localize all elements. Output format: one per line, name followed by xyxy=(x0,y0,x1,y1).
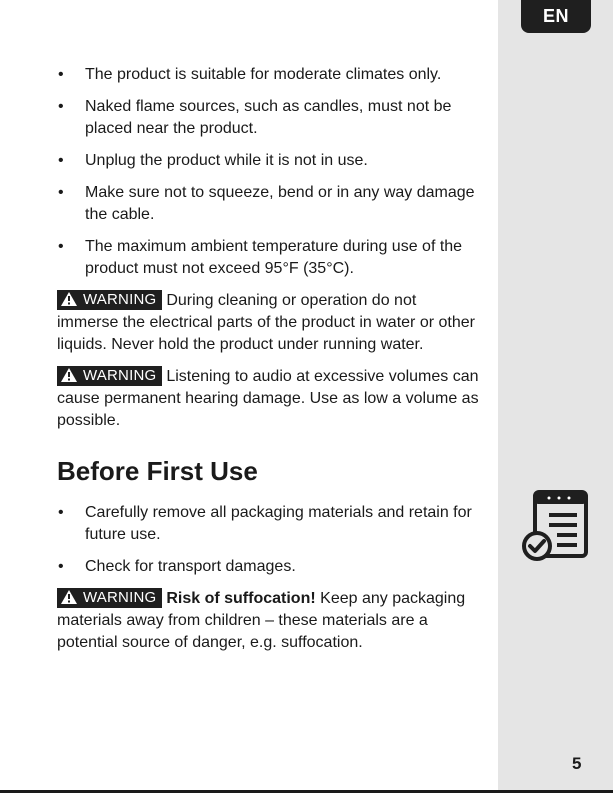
warning-text: During cleaning or operation do not immerse the electrical parts of the product in water or other liquids. Never hold the product under running water. xyxy=(57,292,475,353)
list-item: • The product is suitable for moderate climates only. xyxy=(57,64,482,86)
safety-list xyxy=(57,64,482,280)
warning-badge xyxy=(57,290,162,310)
checklist-icon xyxy=(521,490,589,562)
warning-audio xyxy=(57,366,482,432)
language-badge: EN xyxy=(521,0,591,33)
warning-badge xyxy=(57,366,162,386)
warning-suffocation xyxy=(57,588,482,654)
list-item: • Make sure not to squeeze, bend or in any way damage the cable. xyxy=(57,182,482,226)
warning-triangle-icon xyxy=(61,368,77,382)
warning-triangle-icon xyxy=(61,590,77,604)
warning-cleaning xyxy=(57,290,482,356)
warning-triangle-icon xyxy=(61,292,77,306)
before-first-use-list xyxy=(57,502,482,578)
list-item: • Carefully remove all packaging materials and retain for future use. xyxy=(57,502,482,546)
list-item: • Unplug the product while it is not in use. xyxy=(57,150,482,172)
warning-text: Listening to audio at excessive volumes can cause permanent hearing damage. Use as low a volume as possible. xyxy=(57,368,479,429)
list-item: • Check for transport damages. xyxy=(57,556,482,578)
warning-label: WARNING xyxy=(83,589,157,606)
sidebar-panel xyxy=(498,0,613,793)
warning-heading: Risk of suffocation! xyxy=(166,590,316,607)
warning-badge xyxy=(57,588,162,608)
page-content xyxy=(57,64,482,664)
warning-label: WARNING xyxy=(83,367,157,384)
section-title: Before First Use xyxy=(57,456,258,486)
list-item: • Naked flame sources, such as candles, must not be placed near the product. xyxy=(57,96,482,140)
warning-text: Keep any packaging materials away from children – these materials are a potential source of danger, e.g. suffocation. xyxy=(57,590,466,651)
list-item: • The maximum ambient temperature during use of the product must not exceed 95°F (35°C). xyxy=(57,236,482,280)
page-number: 5 xyxy=(572,754,582,773)
warning-label: WARNING xyxy=(83,291,157,308)
